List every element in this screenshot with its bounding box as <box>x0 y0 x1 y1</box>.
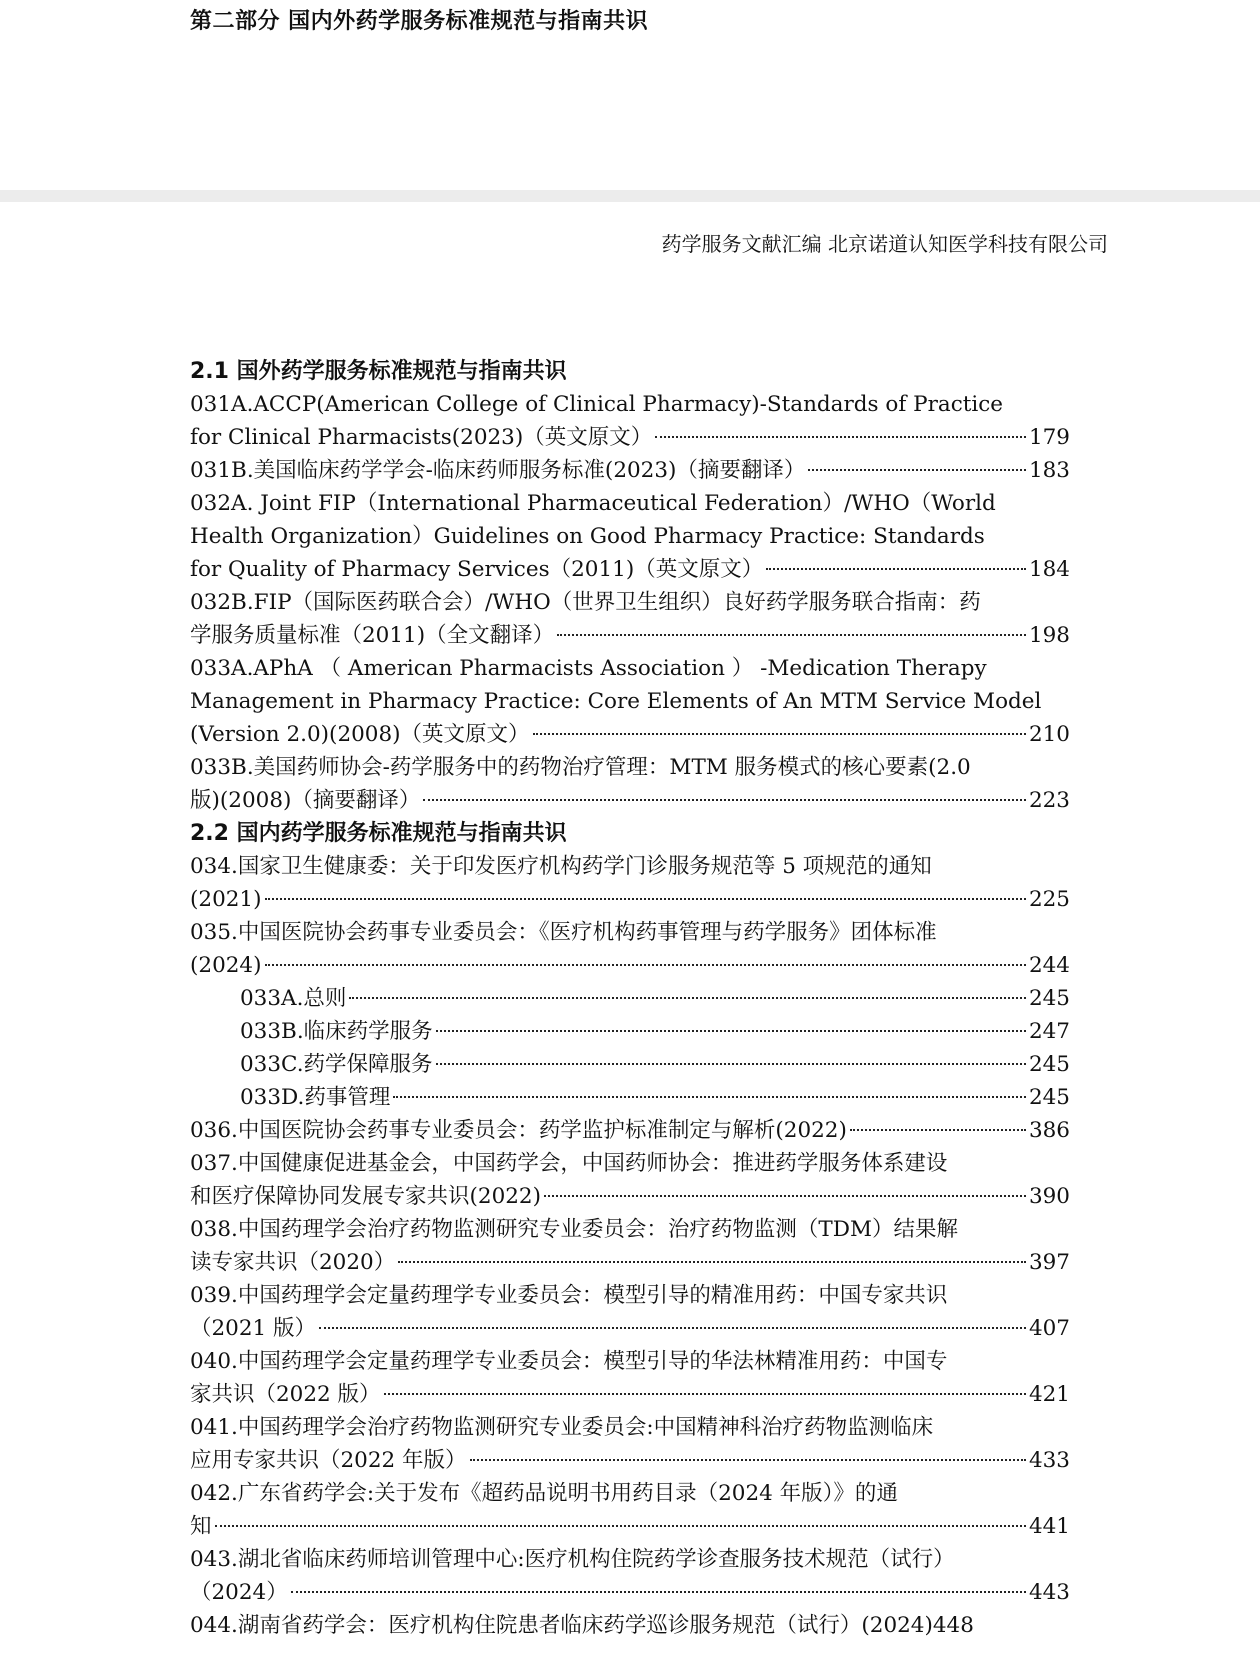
dot-leader <box>384 1393 1026 1395</box>
table-of-contents <box>190 355 1070 1642</box>
dot-leader <box>436 1030 1026 1032</box>
dot-leader <box>393 1096 1026 1098</box>
toc-entry-line: 039.中国药理学会定量药理学专业委员会：模型引导的精准用药：中国专家共识 <box>190 1283 948 1308</box>
toc-entry[interactable] <box>190 1180 1070 1213</box>
toc-entry-title: 应用专家共识（2022 年版） <box>190 1448 467 1473</box>
page-number: 244 <box>1028 953 1070 978</box>
toc-entry[interactable] <box>190 454 1070 487</box>
dot-leader <box>655 436 1026 438</box>
toc-entry[interactable] <box>190 1576 1070 1609</box>
dot-leader <box>557 634 1026 636</box>
page-number: 179 <box>1028 425 1070 450</box>
page-number: 225 <box>1028 887 1070 912</box>
toc-entry[interactable] <box>190 1510 1070 1543</box>
page-number: 198 <box>1028 623 1070 648</box>
toc-entry-title: 031B.美国临床药学学会-临床药师服务标准(2023)（摘要翻译） <box>190 458 806 483</box>
page-number: 421 <box>1028 1382 1070 1407</box>
toc-entry[interactable] <box>240 982 1070 1015</box>
toc-entry-title: 033D.药事管理 <box>240 1085 391 1110</box>
toc-entry-line: 038.中国药理学会治疗药物监测研究专业委员会：治疗药物监测（TDM）结果解 <box>190 1217 958 1242</box>
toc-entry-title: 044.湖南省药学会：医疗机构住院患者临床药学巡诊服务规范（试行）(2024) <box>190 1613 933 1638</box>
dot-leader <box>544 1195 1026 1197</box>
toc-entry[interactable] <box>190 949 1070 982</box>
page-number: 390 <box>1028 1184 1070 1209</box>
toc-entry[interactable] <box>190 553 1070 586</box>
toc-entry-line: 031A.ACCP(American College of Clinical Pharmacy)-Standards of Practice <box>190 392 1004 417</box>
page-number: 245 <box>1028 1085 1070 1110</box>
toc-entry-line: 033B.美国药师协会-药学服务中的药物治疗管理：MTM 服务模式的核心要素(2.0 <box>190 755 971 780</box>
dot-leader <box>349 997 1026 999</box>
header-separator <box>0 190 1260 202</box>
toc-entry-title: (2024) <box>190 953 262 978</box>
part-title: 第二部分 国内外药学服务标准规范与指南共识 <box>190 9 649 34</box>
toc-entry-line: 042.广东省药学会:关于发布《超药品说明书用药目录（2024 年版）》的通 <box>190 1481 898 1506</box>
toc-entry[interactable] <box>190 1114 1070 1147</box>
toc-entry-title: 读专家共识（2020） <box>190 1250 396 1275</box>
page-number: 443 <box>1028 1580 1070 1605</box>
page-number: 210 <box>1028 722 1070 747</box>
toc-entry-title: 版)(2008)（摘要翻译） <box>190 788 421 813</box>
toc-entry[interactable] <box>190 1444 1070 1477</box>
section-heading: 2.2 国内药学服务标准规范与指南共识 <box>190 821 567 846</box>
dot-leader <box>398 1261 1026 1263</box>
dot-leader <box>265 964 1026 966</box>
toc-entry-title: 知 <box>190 1514 212 1539</box>
dot-leader <box>265 898 1026 900</box>
toc-entry-line: 034.国家卫生健康委：关于印发医疗机构药学门诊服务规范等 5 项规范的通知 <box>190 854 932 879</box>
page-number: 247 <box>1028 1019 1070 1044</box>
toc-entry-title: for Quality of Pharmacy Services（2011)（英文原文） <box>190 557 764 582</box>
toc-entry[interactable] <box>190 1246 1070 1279</box>
page-number: 245 <box>1028 1052 1070 1077</box>
toc-entry-title: 和医疗保障协同发展专家共识(2022) <box>190 1184 541 1209</box>
toc-entry-title: for Clinical Pharmacists(2023)（英文原文） <box>190 425 653 450</box>
toc-entry-title: 033A.总则 <box>240 986 347 1011</box>
section-heading: 2.1 国外药学服务标准规范与指南共识 <box>190 359 567 384</box>
dot-leader <box>215 1525 1026 1527</box>
toc-entry-line: 043.湖北省临床药师培训管理中心:医疗机构住院药学诊查服务技术规范（试行） <box>190 1547 955 1572</box>
page-number: 448 <box>932 1613 974 1638</box>
toc-entry[interactable] <box>240 1081 1070 1114</box>
toc-entry[interactable] <box>240 1015 1070 1048</box>
toc-entry-title: 033B.临床药学服务 <box>240 1019 433 1044</box>
dot-leader <box>808 469 1026 471</box>
toc-entry[interactable] <box>190 784 1070 817</box>
page-number: 183 <box>1028 458 1070 483</box>
page-number: 441 <box>1028 1514 1070 1539</box>
toc-entry[interactable] <box>190 619 1070 652</box>
page-number: 223 <box>1028 788 1070 813</box>
toc-entry-title: (2021) <box>190 887 262 912</box>
toc-entry-line: 037.中国健康促进基金会，中国药学会，中国药师协会：推进药学服务体系建设 <box>190 1151 948 1176</box>
dot-leader <box>766 568 1026 570</box>
toc-entry[interactable] <box>240 1048 1070 1081</box>
toc-entry-title: 学服务质量标准（2011)（全文翻译） <box>190 623 555 648</box>
page-number: 245 <box>1028 986 1070 1011</box>
toc-entry-title: (Version 2.0)(2008)（英文原文） <box>190 722 530 747</box>
dot-leader <box>291 1591 1026 1593</box>
toc-entry-title: （2024） <box>190 1580 288 1605</box>
toc-entry-line: 032A. Joint FIP（International Pharmaceutical Federation）/WHO（World <box>190 491 996 516</box>
dot-leader <box>423 799 1026 801</box>
running-header: 药学服务文献汇编 北京诺道认知医学科技有限公司 <box>661 232 1108 256</box>
toc-entry[interactable] <box>190 1378 1070 1411</box>
dot-leader <box>850 1129 1026 1131</box>
page-number: 433 <box>1028 1448 1070 1473</box>
toc-entry[interactable] <box>190 718 1070 751</box>
toc-entry-line: 041.中国药理学会治疗药物监测研究专业委员会:中国精神科治疗药物监测临床 <box>190 1415 934 1440</box>
toc-entry-line: Management in Pharmacy Practice: Core Elements of An MTM Service Model <box>190 689 1042 714</box>
toc-entry-title: 036.中国医院协会药事专业委员会：药学监护标准制定与解析(2022) <box>190 1118 847 1143</box>
toc-entry-line: 032B.FIP（国际医药联合会）/WHO（世界卫生组织）良好药学服务联合指南：药 <box>190 590 981 615</box>
toc-entry-line: 035.中国医院协会药事专业委员会：《医疗机构药事管理与药学服务》团体标准 <box>190 920 937 945</box>
toc-entry-title: （2021 版） <box>190 1316 317 1341</box>
dot-leader <box>470 1459 1026 1461</box>
page-number: 184 <box>1028 557 1070 582</box>
toc-entry-line: Health Organization）Guidelines on Good Pharmacy Practice: Standards <box>190 524 985 549</box>
toc-entry[interactable] <box>190 883 1070 916</box>
toc-entry-title: 家共识（2022 版） <box>190 1382 381 1407</box>
dot-leader <box>533 733 1026 735</box>
toc-entry[interactable] <box>190 1609 1070 1642</box>
toc-entry[interactable] <box>190 1312 1070 1345</box>
toc-entry[interactable] <box>190 421 1070 454</box>
dot-leader <box>436 1063 1026 1065</box>
toc-entry-line: 033A.APhA （ American Pharmacists Association ） -Medication Therapy <box>190 656 987 681</box>
dot-leader <box>319 1327 1026 1329</box>
toc-entry-title: 033C.药学保障服务 <box>240 1052 433 1077</box>
page-number: 386 <box>1028 1118 1070 1143</box>
toc-entry-line: 040.中国药理学会定量药理学专业委员会：模型引导的华法林精准用药：中国专 <box>190 1349 948 1374</box>
page-number: 407 <box>1028 1316 1070 1341</box>
page-number: 397 <box>1028 1250 1070 1275</box>
